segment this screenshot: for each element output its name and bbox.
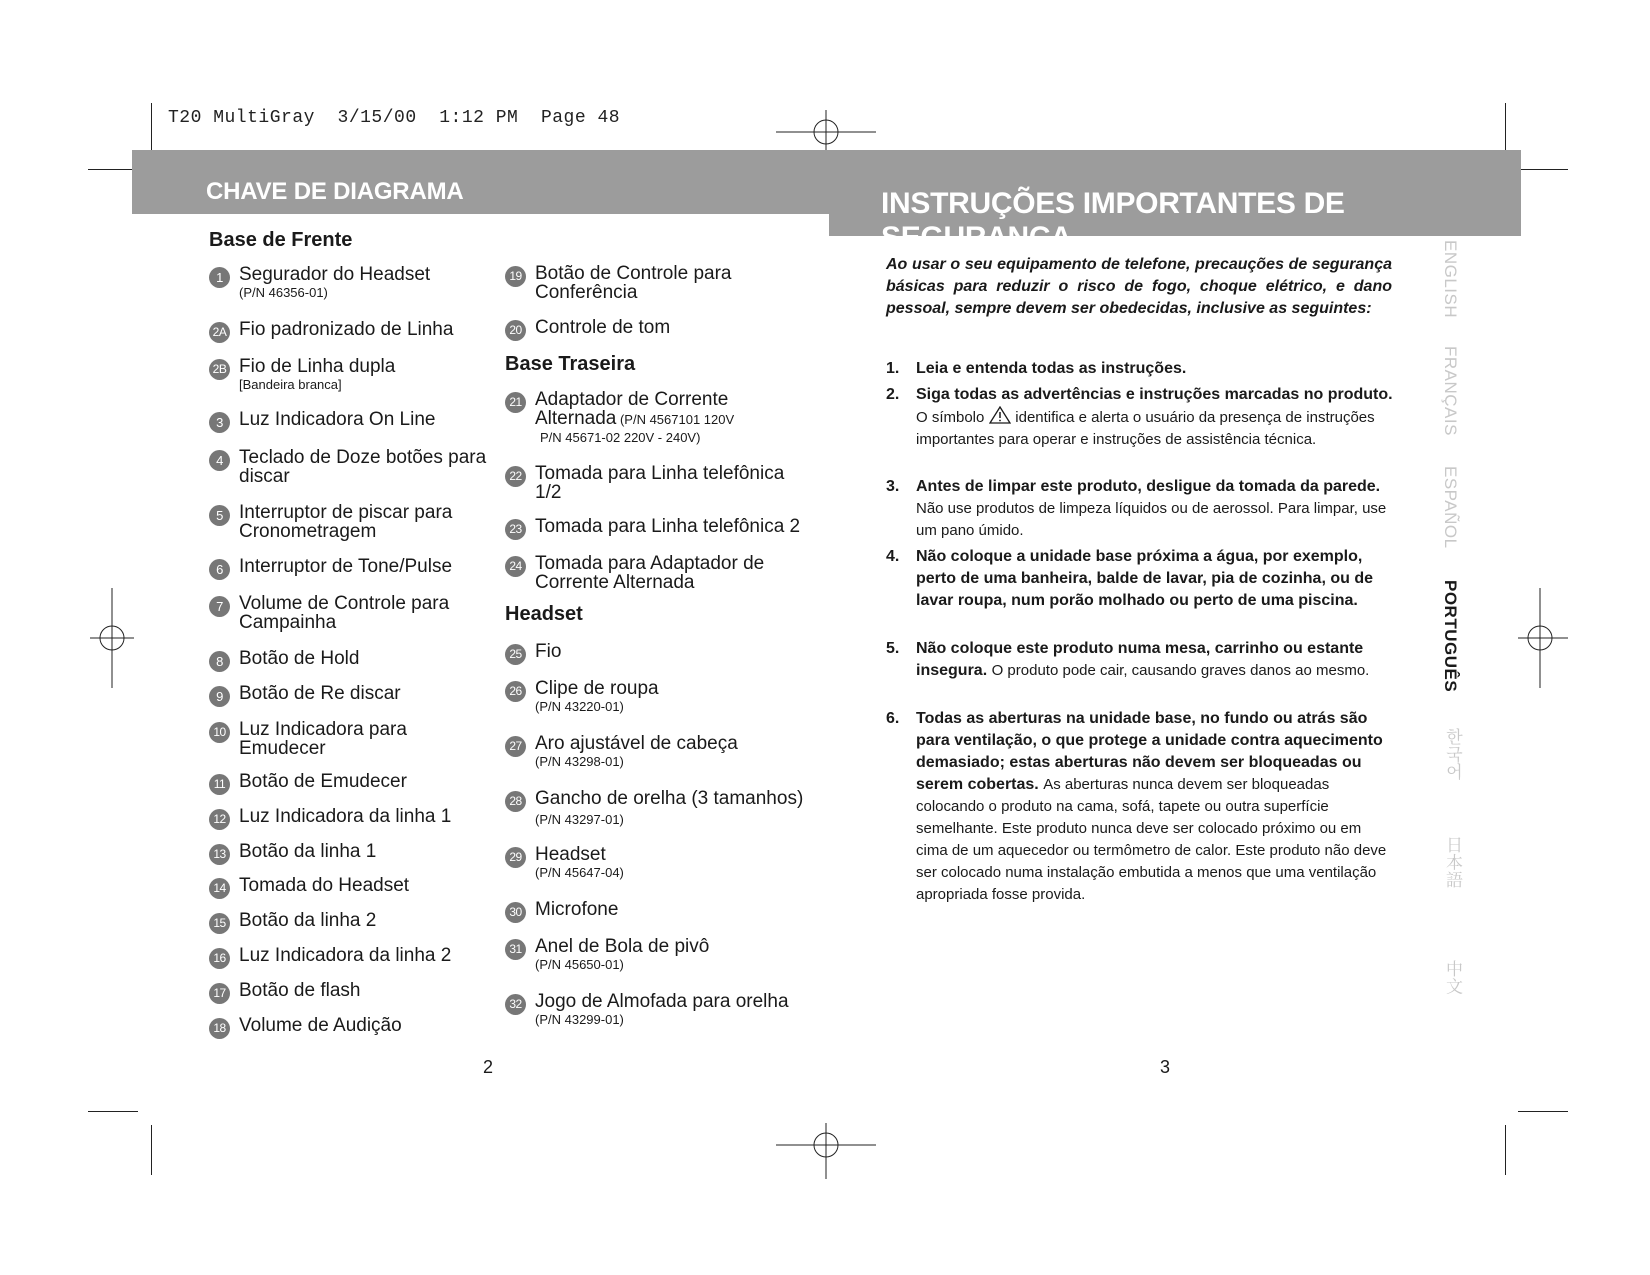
rule-body-text: Não use produtos de limpeza líquidos ou de aerossol. Para limpar, use um pano úmido. — [916, 500, 1387, 539]
rule-number: 2. — [886, 386, 900, 403]
item-number-badge: 25 — [505, 644, 526, 665]
item-label — [535, 845, 805, 864]
item-label-text: Tomada para Linha telefônica 2 — [535, 516, 801, 537]
item-label-text: Anel de Bola de pivô — [535, 936, 710, 957]
item-label — [239, 772, 489, 791]
rule-number: 1. — [886, 360, 900, 377]
item-number-badge: 13 — [209, 844, 230, 865]
item-label — [239, 448, 489, 486]
rule-bold-text: Siga todas as advertências e instruções marcadas no produto. — [916, 386, 1393, 403]
rule-bold-text: Leia e entenda todas as instruções. — [916, 360, 1187, 377]
diagram-key-item — [209, 357, 489, 393]
diagram-key-item — [505, 642, 805, 661]
diagram-key-item — [209, 320, 489, 339]
language-tab[interactable]: 日本語 — [1443, 836, 1462, 889]
rule-number: 3. — [886, 478, 900, 495]
item-number-badge: 8 — [209, 651, 230, 672]
page-title-left: CHAVE DE DIAGRAMA — [206, 178, 464, 205]
item-number-badge: 28 — [505, 791, 526, 812]
item-label-text: Clipe de roupa — [535, 678, 659, 699]
item-number-badge: 6 — [209, 559, 230, 580]
diagram-key-item — [209, 410, 489, 429]
diagram-key-item — [505, 900, 805, 919]
diagram-key-item — [209, 807, 489, 826]
item-label-text: Botão da linha 1 — [239, 841, 377, 862]
page-number-left: 2 — [483, 1057, 494, 1077]
item-number-badge: 7 — [209, 596, 230, 617]
registration-mark-icon — [1518, 588, 1568, 688]
crop-mark — [88, 1111, 138, 1112]
item-label — [535, 679, 805, 698]
diagram-key-item — [209, 946, 489, 965]
item-number-badge: 9 — [209, 686, 230, 707]
item-label — [535, 900, 805, 919]
item-label — [239, 911, 489, 930]
item-label — [535, 642, 805, 661]
part-number: [Bandeira branca] — [239, 377, 342, 392]
item-label-text: Gancho de orelha (3 tamanhos) — [535, 788, 804, 809]
registration-mark-icon — [776, 1123, 876, 1179]
item-label — [535, 517, 805, 536]
diagram-key-item — [505, 264, 805, 302]
diagram-key-item — [209, 448, 489, 486]
rule-body-text: O símbolo — [916, 409, 985, 426]
item-label-text: Botão de flash — [239, 980, 361, 1001]
crop-mark — [1518, 169, 1568, 170]
rule-bold-text: Não coloque este produto numa mesa, carrinho ou estante insegura. — [916, 640, 1364, 679]
diagram-key-item — [209, 842, 489, 861]
printer-slug: T20 MultiGray 3/15/00 1:12 PM Page 48 — [168, 108, 621, 128]
item-number-badge: 17 — [209, 983, 230, 1004]
diagram-key-item — [505, 464, 805, 502]
safety-rule — [886, 358, 1396, 380]
item-label — [535, 789, 805, 829]
diagram-key-item — [209, 594, 489, 632]
safety-rule — [886, 708, 1396, 906]
item-number-badge: 5 — [209, 505, 230, 526]
part-number: (P/N 43298-01) — [535, 754, 624, 769]
rule-number: 5. — [886, 640, 900, 657]
item-label — [535, 464, 805, 502]
rule-bold-text: Antes de limpar este produto, desligue da tomada da parede. — [916, 478, 1381, 495]
item-label-text: Headset — [535, 844, 606, 865]
page-number-right: 3 — [1160, 1057, 1171, 1077]
registration-mark-icon — [90, 588, 134, 688]
item-label — [239, 320, 489, 339]
item-label — [239, 807, 489, 826]
diagram-key-item — [505, 789, 805, 829]
item-number-badge: 3 — [209, 412, 230, 433]
item-label — [239, 594, 489, 632]
safety-rule — [886, 384, 1396, 451]
item-label-text: Microfone — [535, 899, 619, 920]
part-number: P/N 45671-02 220V - 240V) — [540, 430, 701, 445]
item-label-text: Interruptor de Tone/Pulse — [239, 556, 453, 577]
item-label-text: Luz Indicadora da linha 2 — [239, 945, 452, 966]
diagram-key-item — [505, 679, 805, 715]
item-number-badge: 22 — [505, 466, 526, 487]
item-label — [239, 410, 489, 429]
item-label-text: Fio de Linha dupla — [239, 356, 396, 377]
item-label-text: Fio padronizado de Linha — [239, 319, 454, 340]
left-header-band — [132, 150, 829, 214]
item-label — [535, 264, 805, 302]
safety-rule — [886, 546, 1396, 612]
diagram-key-item — [209, 911, 489, 930]
item-label — [535, 318, 805, 337]
item-label-text: Adaptador de Corrente Alternada — [535, 389, 729, 429]
item-number-badge: 23 — [505, 519, 526, 540]
item-label — [239, 649, 489, 668]
diagram-key-item — [505, 554, 805, 592]
section-heading: Base Traseira — [505, 353, 636, 375]
item-number-badge: 29 — [505, 847, 526, 868]
item-label — [239, 557, 489, 576]
item-label — [239, 842, 489, 861]
item-label — [239, 720, 489, 758]
diagram-key-item — [209, 684, 489, 703]
diagram-key-item — [209, 557, 489, 576]
diagram-key-item — [209, 503, 489, 541]
item-number-badge: 20 — [505, 320, 526, 341]
item-label — [535, 937, 805, 956]
item-label-text: Tomada para Adaptador de Corrente Alternada — [535, 553, 765, 593]
part-number: (P/N 43220-01) — [535, 699, 624, 714]
page-title-right: INSTRUÇÕES IMPORTANTES DE SEGURANÇA — [881, 187, 1345, 254]
diagram-key-item — [505, 845, 805, 881]
item-label — [239, 357, 489, 376]
item-label-text: Luz Indicadora para Emudecer — [239, 719, 407, 759]
rule-bold-text: Todas as aberturas na unidade base, no fundo ou atrás são para ventilação, o que protege a unidade contra aquecimento demasiado; estas aberturas não devem ser bloqueadas ou serem cobertas. — [916, 710, 1383, 793]
item-label-text: Teclado de Doze botões para discar — [239, 447, 487, 487]
item-label-text: Volume de Audição — [239, 1015, 402, 1036]
language-tab[interactable]: FRANÇAIS — [1441, 346, 1460, 436]
item-number-badge: 1 — [209, 267, 230, 288]
rule-body-text: As aberturas nunca devem ser bloqueadas colocando o produto na cama, sofá, tapete ou outra superfície semelhante. Este produto nunca deve ser colocado próximo ou em cima de um aquecedor ou termômetro de calor. Este produto não deve ser colocado numa instalação embutida a menos que uma ventilação apropriada fosse provida. — [916, 776, 1387, 903]
item-label-text: Controle de tom — [535, 317, 671, 338]
item-label-text: Luz Indicadora da linha 1 — [239, 806, 452, 827]
crop-mark — [1518, 1111, 1568, 1112]
diagram-key-item — [505, 734, 805, 770]
item-label — [239, 981, 489, 1000]
part-number: (P/N 45647-04) — [535, 865, 624, 880]
item-label-text: Jogo de Almofada para orelha — [535, 991, 789, 1012]
item-number-badge: 16 — [209, 948, 230, 969]
rule-number: 4. — [886, 548, 900, 565]
right-header-band — [829, 150, 1521, 254]
item-number-badge: 30 — [505, 902, 526, 923]
item-label-text: Volume de Controle para Campainha — [239, 593, 450, 633]
item-number-badge: 31 — [505, 939, 526, 960]
safety-intro: Ao usar o seu equipamento de telefone, precauções de segurança básicas para reduzir o risco de fogo, choque elétrico, e dano pessoal, sempre devem ser obedecidas, inclusive as seguintes: — [886, 256, 1392, 317]
rule-body-text: identifica e alerta o usuário da presença de instruções importantes para operar e instruções de assistência técnica. — [916, 409, 1375, 448]
language-tab[interactable]: 中文 — [1443, 960, 1462, 995]
part-number: (P/N 4567101 120V — [616, 412, 735, 427]
section-heading: Headset — [505, 603, 583, 625]
item-number-badge: 2A — [209, 322, 230, 343]
item-label-text: Botão de Emudecer — [239, 771, 407, 792]
diagram-key-item — [505, 318, 805, 337]
item-number-badge: 14 — [209, 878, 230, 899]
item-label — [535, 554, 805, 592]
part-number: (P/N 43297-01) — [535, 812, 624, 827]
safety-rule — [886, 476, 1396, 542]
item-number-badge: 19 — [505, 266, 526, 287]
language-tab[interactable]: ENGLISH — [1441, 240, 1460, 319]
item-label-text: Fio — [535, 641, 562, 662]
item-label-text: Botão de Hold — [239, 648, 360, 669]
language-tab[interactable]: PORTUGUÊS — [1441, 580, 1460, 693]
crop-mark — [1505, 1125, 1506, 1175]
item-number-badge: 26 — [505, 681, 526, 702]
item-number-badge: 10 — [209, 722, 230, 743]
item-number-badge: 11 — [209, 774, 230, 795]
section-heading: Base de Frente — [209, 229, 353, 251]
crop-mark — [88, 169, 138, 170]
crop-mark — [1505, 103, 1506, 153]
item-label — [239, 1016, 489, 1035]
item-label — [239, 503, 489, 541]
item-label — [535, 992, 805, 1011]
diagram-key-item — [209, 1016, 489, 1035]
item-number-badge: 2B — [209, 359, 230, 380]
item-label-text: Botão da linha 2 — [239, 910, 377, 931]
item-number-badge: 15 — [209, 913, 230, 934]
crop-mark — [151, 103, 152, 153]
item-number-badge: 32 — [505, 994, 526, 1015]
item-number-badge: 12 — [209, 809, 230, 830]
item-number-badge: 27 — [505, 736, 526, 757]
diagram-key-item — [209, 720, 489, 758]
rule-number: 6. — [886, 710, 900, 727]
item-label-text: Botão de Controle para Conferência — [535, 263, 732, 303]
item-label — [239, 876, 489, 895]
item-label-text: Tomada do Headset — [239, 875, 410, 896]
diagram-key-item — [505, 937, 805, 973]
diagram-key-item — [505, 992, 805, 1028]
item-label-text: Luz Indicadora On Line — [239, 409, 436, 430]
rule-bold-text: Não coloque a unidade base próxima a água, por exemplo, perto de uma banheira, balde de lavar, pia de cozinha, ou de lavar roupa, num porão molhado ou perto de uma piscina. — [916, 548, 1374, 609]
diagram-key-item — [209, 265, 489, 301]
rule-body-text: O produto pode cair, causando graves danos ao mesmo. — [991, 662, 1370, 679]
language-tab[interactable]: ESPAÑOL — [1441, 466, 1460, 549]
diagram-key-item — [505, 517, 805, 536]
item-label-text: Interruptor de piscar para Cronometragem — [239, 502, 453, 542]
diagram-key-item — [209, 876, 489, 895]
item-label-text: Tomada para Linha telefônica 1/2 — [535, 463, 785, 503]
item-number-badge: 4 — [209, 450, 230, 471]
diagram-key-item — [505, 390, 805, 446]
part-number: (P/N 43299-01) — [535, 1012, 624, 1027]
part-number: (P/N 46356-01) — [239, 285, 328, 300]
part-number: (P/N 45650-01) — [535, 957, 624, 972]
diagram-key-item — [209, 772, 489, 791]
item-label-text: Botão de Re discar — [239, 683, 401, 704]
item-number-badge: 24 — [505, 556, 526, 577]
item-label — [535, 734, 805, 753]
item-label — [239, 946, 489, 965]
safety-rule — [886, 638, 1396, 682]
language-tab[interactable]: 한국어 — [1443, 728, 1462, 781]
diagram-key-item — [209, 649, 489, 668]
item-number-badge: 18 — [209, 1018, 230, 1039]
warning-triangle-icon — [989, 406, 1011, 424]
item-label — [239, 684, 489, 703]
item-label — [535, 390, 805, 429]
item-label — [239, 265, 489, 284]
item-label-text: Segurador do Headset — [239, 264, 431, 285]
crop-mark — [151, 1125, 152, 1175]
diagram-key-item — [209, 981, 489, 1000]
item-number-badge: 21 — [505, 392, 526, 413]
item-label-text: Aro ajustável de cabeça — [535, 733, 738, 754]
